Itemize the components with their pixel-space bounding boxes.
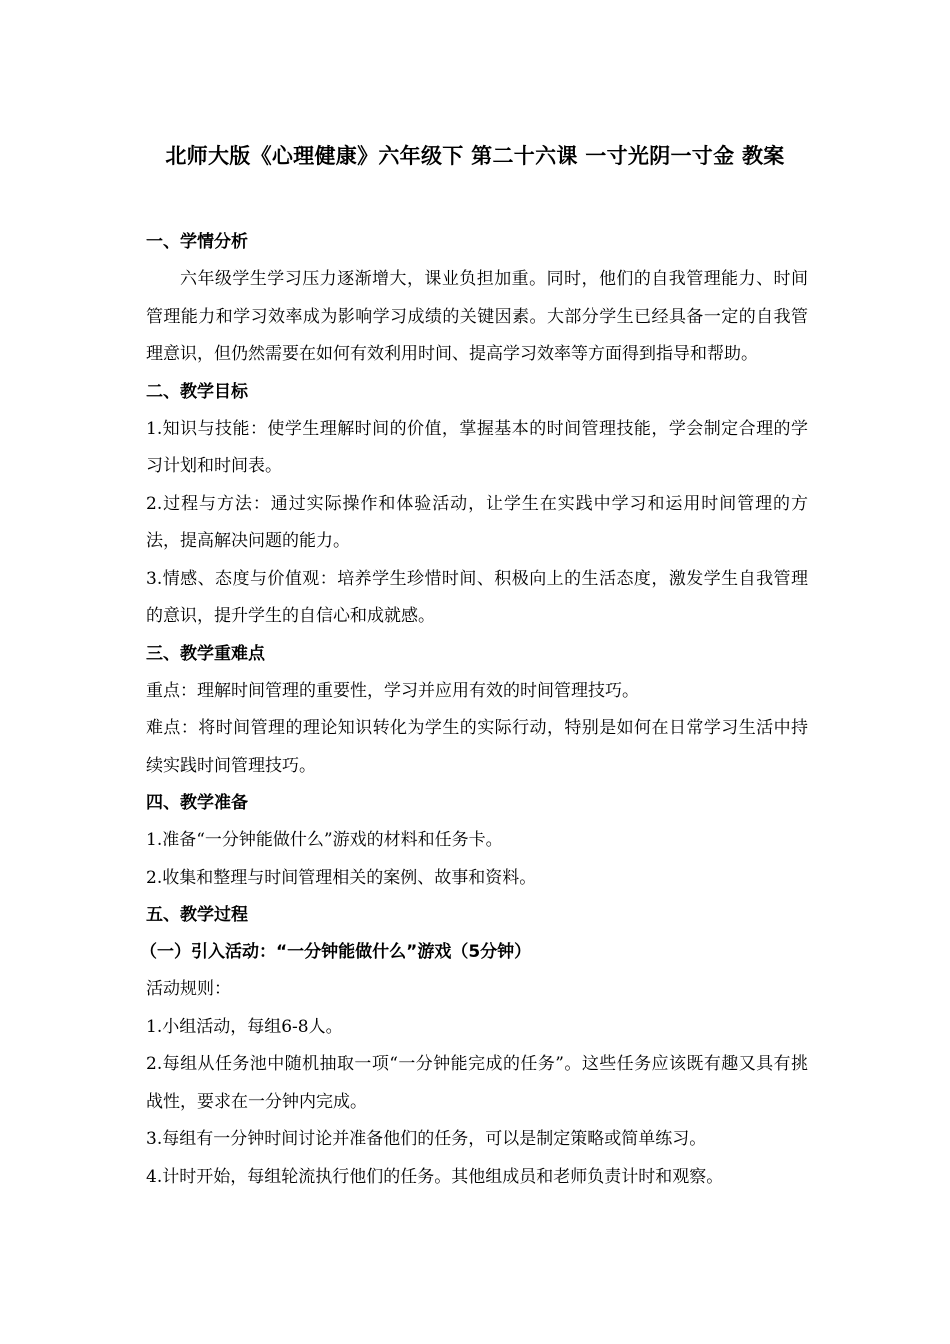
preparation-item: 1.准备“一分钟能做什么”游戏的材料和任务卡。	[146, 830, 503, 850]
section-heading-learning-analysis: 一、学情分析	[146, 232, 248, 252]
rules-label: 活动规则：	[146, 979, 231, 999]
section-heading-teaching-process: 五、教学过程	[146, 905, 248, 925]
rule-item: 3.每组有一分钟时间讨论并准备他们的任务，可以是制定策略或简单练习。	[146, 1129, 707, 1149]
rule-item: 2.每组从任务池中随机抽取一项“一分钟能完成的任务”。这些任务应该既有趣又具有挑战性，要求在一分钟内完成。	[146, 1054, 808, 1112]
learning-analysis-paragraph: 六年级学生学习压力逐渐增大，课业负担加重。同时，他们的自我管理能力、时间管理能力和学习效率成为影响学习成绩的关键因素。大部分学生已经具备一定的自我管理意识，但仍然需要在如何有效利用时间、提高学习效率等方面得到指导和帮助。	[146, 269, 808, 364]
difficult-point-text: 难点：将时间管理的理论知识转化为学生的实际行动，特别是如何在日常学习生活中持续实践时间管理技巧。	[146, 718, 808, 776]
preparation-item: 2.收集和整理与时间管理相关的案例、故事和资料。	[146, 867, 537, 888]
goal-item: 3.情感、态度与价值观：培养学生珍惜时间、积极向上的生活态度，激发学生自我管理的意识，提升学生的自信心和成就感。	[146, 568, 808, 626]
goal-item: 1.知识与技能：使学生理解时间的价值，掌握基本的时间管理技能，学会制定合理的学习计划和时间表。	[146, 418, 808, 476]
document-title: 北师大版《心理健康》六年级下 第二十六课 一寸光阴一寸金 教案	[165, 144, 785, 168]
rule-item: 4.计时开始，每组轮流执行他们的任务。其他组成员和老师负责计时和观察。	[146, 1166, 724, 1187]
section-heading-preparation: 四、教学准备	[146, 793, 248, 813]
rule-item: 1.小组活动，每组6-8人。	[146, 1016, 343, 1037]
activity-subheading: （一）引入活动：“一分钟能做什么”游戏（5分钟）	[140, 942, 532, 962]
section-heading-teaching-goals: 二、教学目标	[146, 381, 248, 402]
section-heading-key-points: 三、教学重难点	[146, 643, 265, 664]
document-body	[140, 224, 808, 1196]
goal-item: 2.过程与方法：通过实际操作和体验活动，让学生在实践中学习和运用时间管理的方法，提高解决问题的能力。	[146, 493, 808, 551]
key-point-text: 重点：理解时间管理的重要性，学习并应用有效的时间管理技巧。	[146, 680, 639, 701]
